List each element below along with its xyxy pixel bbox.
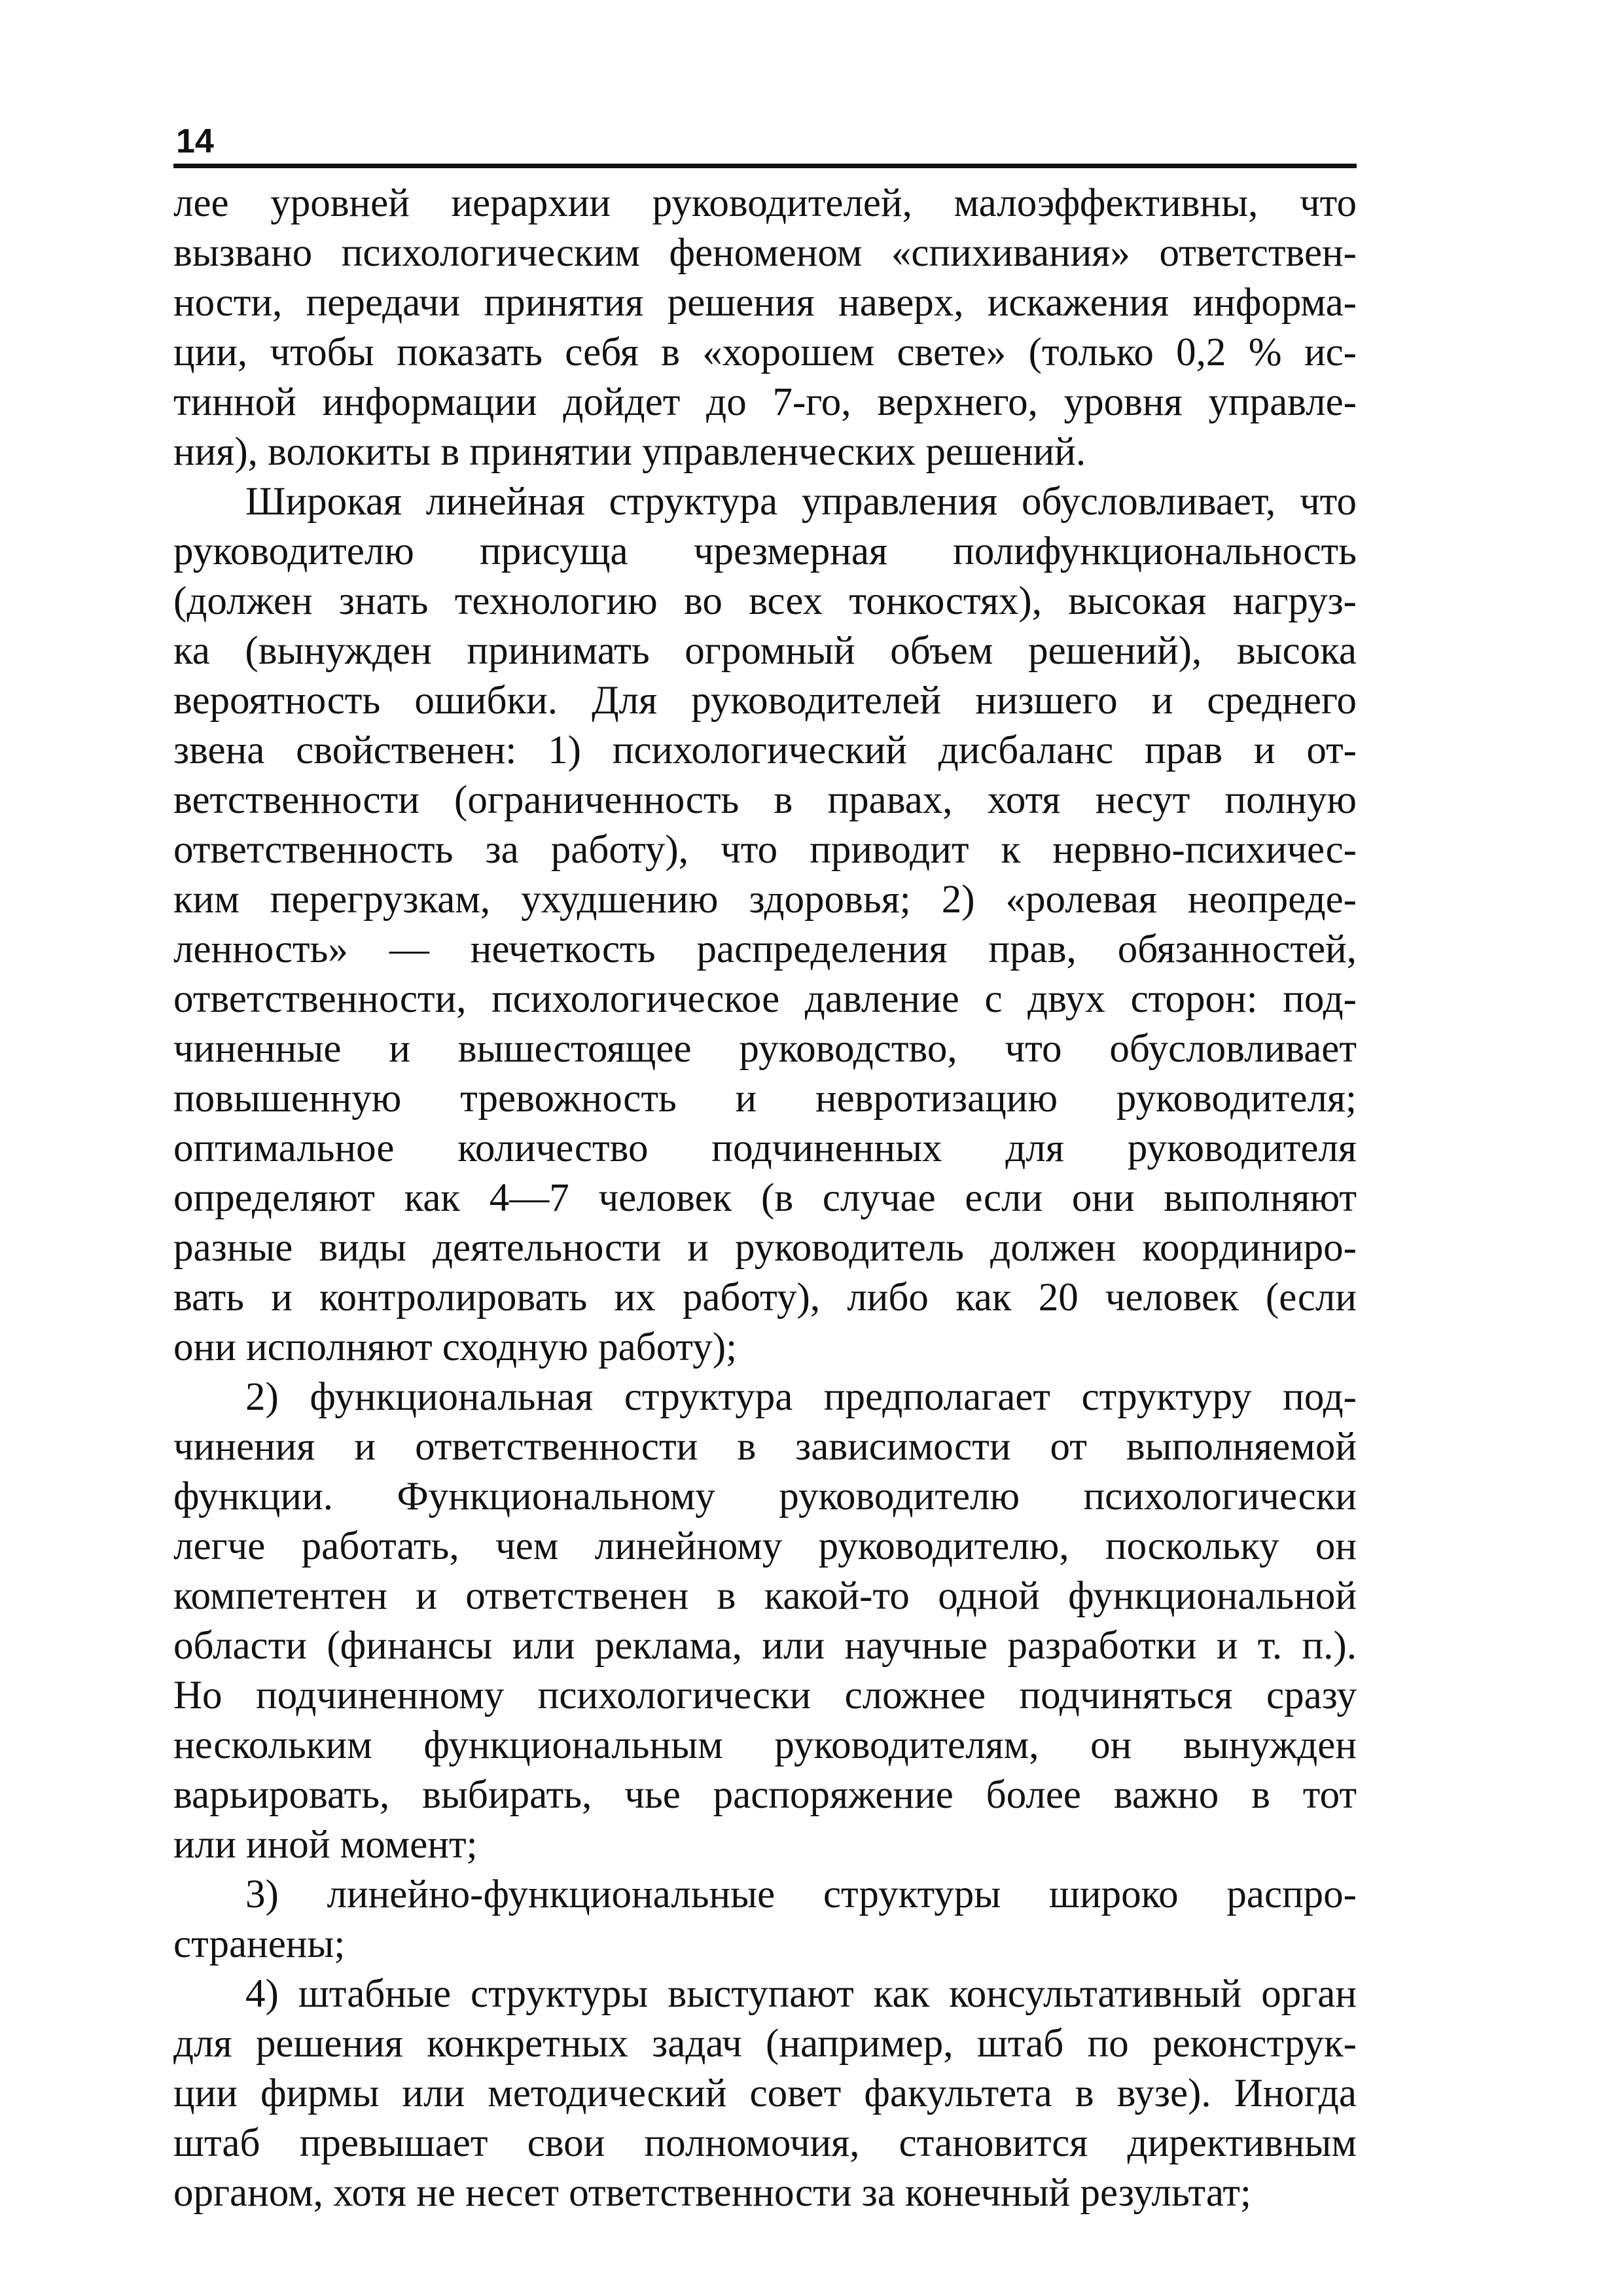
page-number: 14	[176, 122, 214, 160]
paragraph	[173, 1870, 1357, 1969]
text-line: органом, хотя не несет ответственности за конечный результат;	[173, 2171, 1251, 2215]
paragraph	[173, 1969, 1357, 2218]
text-line: повышенную тревожность и невротизацию руководителя;	[173, 1077, 1357, 1121]
text-line: 2) функциональная структура предполагает структуру под-	[245, 1375, 1357, 1419]
text-line: странены;	[173, 1922, 346, 1966]
text-line: ким перегрузкам, ухудшению здоровья; 2) «ролевая неопреде-	[173, 878, 1357, 922]
text-line: лее уровней иерархии руководителей, малоэффективны, что	[173, 181, 1357, 225]
text-line: Но подчиненному психологически сложнее подчиняться сразу	[173, 1674, 1357, 1717]
text-line: 3) линейно-функциональные структуры широко распро-	[245, 1873, 1357, 1916]
text-line: ответственность за работу), что приводит к нервно-психичес-	[173, 828, 1357, 872]
text-line: вероятность ошибки. Для руководителей низшего и среднего	[173, 679, 1357, 723]
body-text	[173, 179, 1357, 2218]
text-line: ции фирмы или методический совет факультета в вузе). Иногда	[173, 2072, 1357, 2115]
text-line: вать и контролировать их работу), либо как 20 человек (если	[173, 1276, 1357, 1319]
text-line: вызвано психологическим феноменом «спихивания» ответствен-	[173, 231, 1357, 275]
text-line: компетентен и ответственен в какой-то одной функциональной	[173, 1574, 1357, 1618]
text-line: Широкая линейная структура управления обусловливает, что	[245, 480, 1357, 524]
text-line: ветственности (ограниченность в правах, хотя несут полную	[173, 778, 1357, 822]
text-line: оптимальное количество подчиненных для руководителя	[173, 1126, 1357, 1170]
text-line: ответственности, психологическое давление с двух сторон: под-	[173, 977, 1357, 1021]
text-line: руководителю присуща чрезмерная полифункциональность	[173, 529, 1357, 573]
paragraph	[173, 179, 1357, 477]
text-line: ния), волокиты в принятии управленческих решений.	[173, 430, 1086, 474]
text-line: (должен знать технологию во всех тонкостях), высокая нагруз-	[173, 579, 1357, 623]
text-line: чинения и ответственности в зависимости от выполняемой	[173, 1425, 1357, 1469]
text-line: ка (вынужден принимать огромный объем решений), высока	[173, 629, 1357, 673]
text-line: нескольким функциональным руководителям, он вынужден	[173, 1723, 1357, 1767]
text-line: для решения конкретных задач (например, штаб по реконструк-	[173, 2022, 1357, 2066]
text-line: или иной момент;	[173, 1823, 478, 1867]
text-line: 4) штабные структуры выступают как консультативный орган	[245, 1972, 1357, 2016]
text-line: чиненные и вышестоящее руководство, что обусловливает	[173, 1027, 1357, 1071]
book-page	[173, 111, 1357, 2218]
paragraph	[173, 477, 1357, 1372]
text-line: варьировать, выбирать, чье распоряжение более важно в тот	[173, 1773, 1357, 1817]
paragraph	[173, 1372, 1357, 1870]
text-line: области (финансы или реклама, или научные разработки и т. п.).	[173, 1624, 1357, 1668]
text-line: ции, чтобы показать себя в «хорошем свете» (только 0,2 % ис-	[173, 331, 1357, 374]
text-line: функции. Функциональному руководителю психологически	[173, 1475, 1357, 1518]
text-line: ности, передачи принятия решения наверх, искажения информа-	[173, 281, 1357, 325]
page-header	[173, 111, 1357, 168]
text-line: ленность» — нечеткость распределения прав, обязанностей,	[173, 927, 1357, 971]
text-line: они исполняют сходную работу);	[173, 1325, 738, 1369]
text-line: определяют как 4—7 человек (в случае если они выполняют	[173, 1176, 1357, 1220]
text-line: легче работать, чем линейному руководителю, поскольку он	[173, 1524, 1357, 1568]
text-line: штаб превышает свои полномочия, становится директивным	[173, 2121, 1357, 2165]
text-line: тинной информации дойдет до 7-го, верхнего, уровня управле-	[173, 380, 1357, 424]
text-line: звена свойственен: 1) психологический дисбаланс прав и от-	[173, 728, 1357, 772]
text-line: разные виды деятельности и руководитель должен координиро-	[173, 1226, 1357, 1270]
